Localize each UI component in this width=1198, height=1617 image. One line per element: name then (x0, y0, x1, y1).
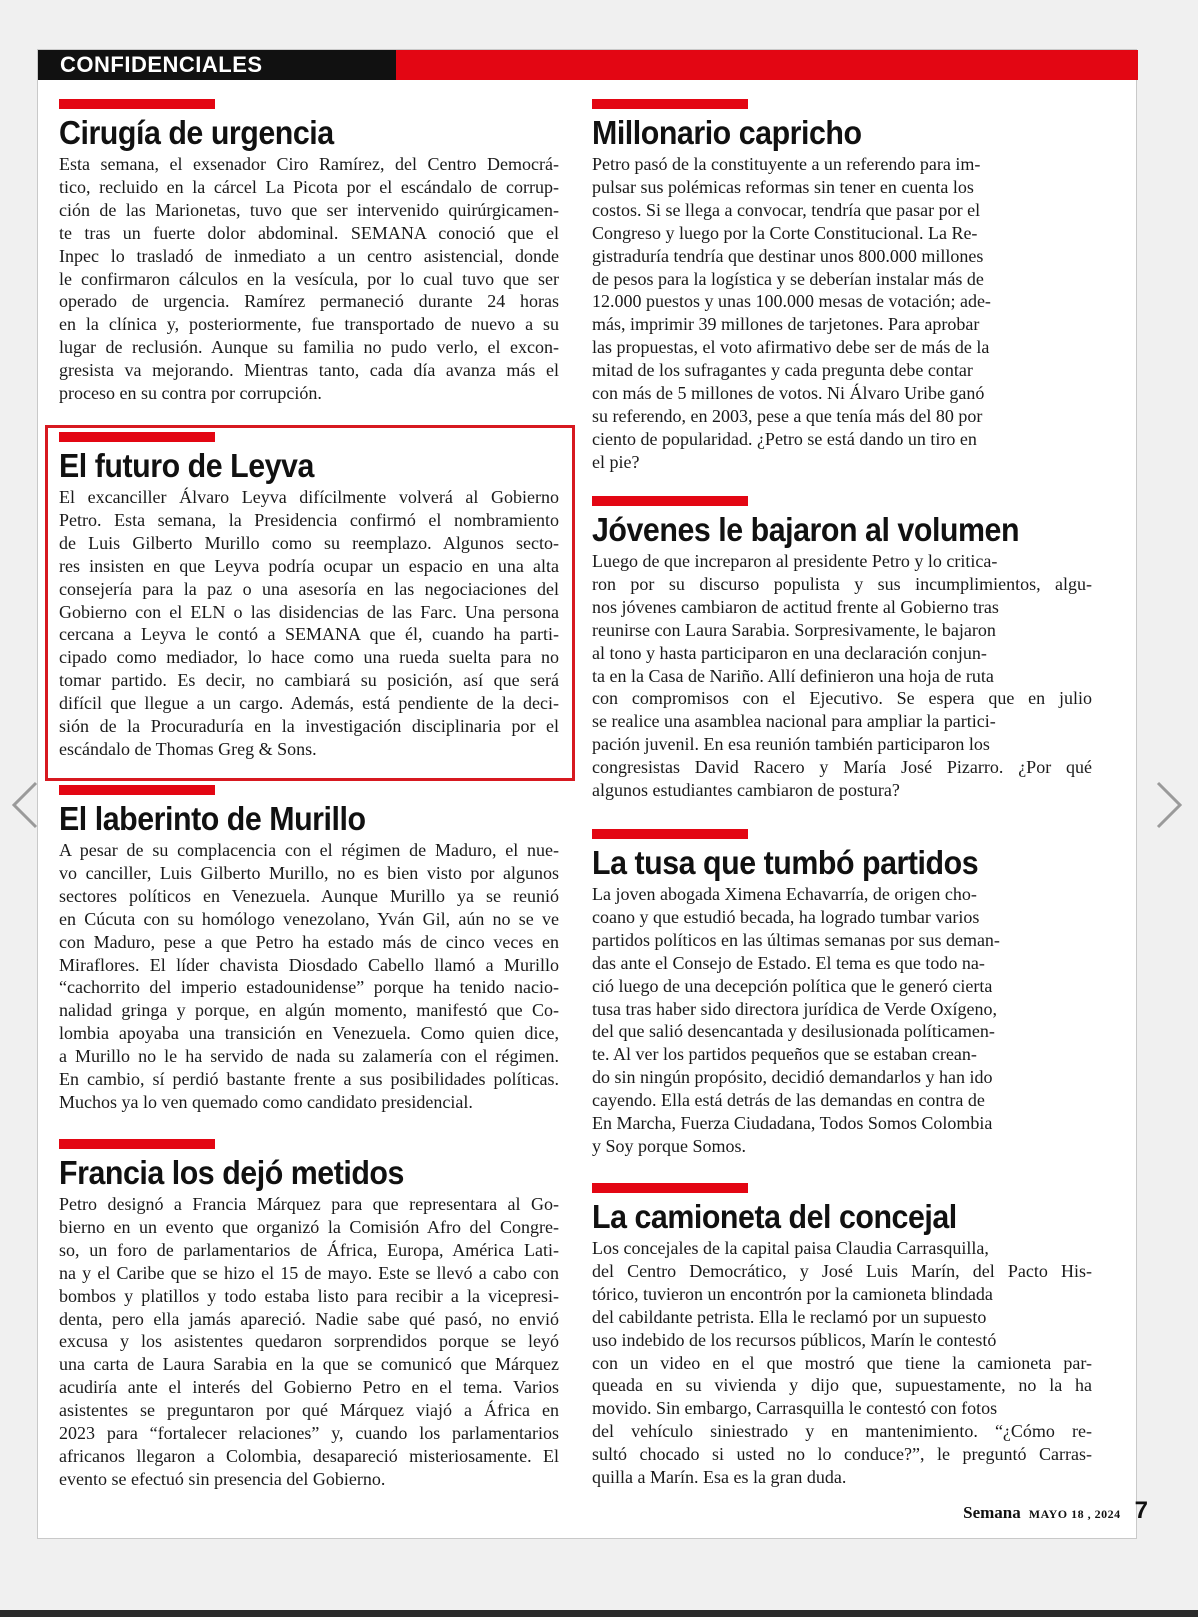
article-line: y Soy porque Somos. (592, 1135, 747, 1156)
magazine-page (37, 49, 1137, 1539)
article-body (592, 153, 1112, 474)
banner-red-stripe (396, 50, 1138, 80)
article-line: con más de 5 millones de votos. Ni Álvaro Uribe ganó (592, 383, 985, 404)
article-line: Inpec lo trasladó de inmediato a un centro asistencial, donde (59, 245, 559, 266)
article-headline: Francia los dejó metidos (59, 1154, 404, 1191)
article-line: A pesar de su complacencia con el régimen de Maduro, el nue- (59, 840, 559, 860)
article-line: partidos políticos en las últimas semanas por sus deman- (592, 929, 1000, 950)
article-line: tórico, tuvieron un encontrón por la camioneta blindada (592, 1283, 993, 1304)
article-headline: El laberinto de Murillo (59, 800, 366, 837)
article-line: difícil que llegue a un cargo. Además, está pendiente de la deci- (59, 693, 559, 714)
article-headline: Jóvenes le bajaron al volumen (592, 511, 1020, 548)
article-line: denta, pero ella jamás apareció. Nadie sabe qué pasó, no envió (59, 1308, 559, 1329)
article-headline: El futuro de Leyva (59, 447, 314, 484)
article-line: le confirmaron cálculos en la vesícula, por lo cual tuvo que ser (59, 268, 559, 289)
article-line: cayendo. Ella está detrás de las demandas en contra de (592, 1090, 985, 1111)
article-line: do sin ningún propósito, decidió demandarlos y han ido (592, 1067, 993, 1088)
article-line: en la clínica y, posteriormente, fue transportado de nuevo a su (59, 314, 559, 335)
article-line: quilla a Marín. Esa es la gran duda. (592, 1467, 847, 1488)
article-line: queada en su vivienda y dijo que, supuestamente, no la ha (592, 1375, 1092, 1396)
article-body (592, 1237, 1112, 1489)
article-line: del Centro Democrático, y José Luis Marín, del Pacto His- (592, 1260, 1092, 1281)
article-line: res insisten en que Leyva podría ocupar un espacio en una alta (59, 555, 559, 576)
article-line: tusa tras haber sido directora jurídica de Verde Oxígeno, (592, 998, 998, 1019)
headline-bar (59, 1139, 215, 1149)
article-line: cipado como mediador, lo hace como una rueda suelta para no (59, 647, 559, 668)
article-line: nos jóvenes cambiaron de actitud frente al Gobierno tras (592, 596, 999, 617)
article-line: del vehículo siniestrado y en mantenimiento. “¿Cómo re- (592, 1421, 1092, 1442)
article-line: consejería para la paz o una asesoría en las negociaciones del (59, 578, 559, 599)
article-line: gistraduría tendría que destinar unos 800.000 millones (592, 245, 984, 266)
article-line: asistentes se preguntaron por qué Márquez viajó a África en (59, 1400, 559, 1421)
article-line: uso indebido de los recursos públicos, Marín le contestó (592, 1329, 997, 1350)
article-line: Esta semana, el exsenador Ciro Ramírez, del Centro Democrá- (59, 154, 559, 174)
article-line: tomar partido. Es decir, no cambiará su posición, así que será (59, 670, 559, 691)
chevron-right-icon[interactable] (1148, 775, 1188, 835)
article-line: El excanciller Álvaro Leyva difícilmente volverá al Gobierno (59, 487, 559, 507)
article-line: Petro pasó de la constituyente a un referendo para im- (592, 154, 981, 174)
article-line: Los concejales de la capital paisa Claudia Carrasquilla, (592, 1238, 989, 1258)
article-line: nalidad gringa y porque, en algún momento, manifestó que Co- (59, 1000, 559, 1021)
article-line: operado de urgencia. Ramírez permaneció durante 24 horas (59, 291, 559, 312)
article-line: algunos estudiantes cambiaron de postura? (592, 780, 900, 801)
article-line: acudiría ante el interés del Gobierno Petro en el tema. Varios (59, 1377, 559, 1398)
article-line: Luego de que increparon al presidente Petro y lo critica- (592, 551, 998, 571)
article-line: ron por su discurso populista y sus incumplimientos, algu- (592, 573, 1092, 594)
article-line: movido. Sin embargo, Carrasquilla le contestó con fotos (592, 1398, 998, 1419)
article-line: su referendo, en 2003, pese a que tenía más del 80 por (592, 405, 983, 426)
article-line: Miraflores. El líder chavista Diosdado Cabello llamó a Murillo (59, 954, 559, 975)
headline-bar (59, 99, 215, 109)
article-line: ciento de popularidad. ¿Petro se está dando un tiro en (592, 428, 977, 449)
article-line: se realice una asamblea nacional para ampliar la partici- (592, 711, 996, 732)
section-banner (38, 50, 1138, 80)
page-number: 7 (1134, 1497, 1148, 1524)
article-headline: Millonario capricho (592, 114, 862, 151)
article-line: lugar de reclusión. Aunque su familia no pudo verlo, el excon- (59, 337, 559, 358)
article-line: sectores políticos en Venezuela. Aunque Murillo ya se reunió (59, 885, 559, 906)
article-line: tico, recluido en la cárcel La Picota por el escándalo de corrup- (59, 176, 559, 197)
article-line: en Cúcuta con su homólogo venezolano, Yván Gil, aún no se ve (59, 908, 559, 929)
article-murillo (59, 785, 579, 1114)
article-line: bombos y platillos y todo estaba listo para recibir a la vicepresi- (59, 1285, 559, 1306)
article-line: 12.000 puestos y unas 100.000 mesas de votación; ade- (592, 291, 991, 312)
article-line: mitad de los sufragantes y cada pregunta debe contar (592, 360, 973, 381)
article-line: La joven abogada Ximena Echavarría, de origen cho- (592, 884, 977, 904)
article-line: cercana a Leyva le contó a SEMANA que él, cuando ha parti- (59, 624, 559, 645)
article-line: coano y que estudió becada, ha logrado tumbar varios (592, 906, 980, 927)
article-line: sultó chocado si usted no lo conduce?”, le preguntó Carras- (592, 1444, 1092, 1465)
article-line: 2023 para “fortalecer relaciones” y, cuando los parlamentarios (59, 1423, 559, 1444)
article-line: al tono y hasta participaron en una declaración conjun- (592, 642, 987, 663)
article-line: del que salió desencantada y desilusionada políticamen- (592, 1021, 995, 1042)
article-line: Gobierno con el ELN o las disidencias de las Farc. Una persona (59, 601, 559, 622)
article-line: excusa y los asistentes quedaron sorprendidos porque se leyó (59, 1331, 559, 1352)
article-line: ció luego de una decepción política que le generó cierta (592, 975, 993, 996)
article-line: las propuestas, el voto afirmativo debe ser de más de la (592, 337, 990, 358)
article-line: pulsar sus polémicas reformas sin tener en cuenta los (592, 176, 974, 197)
article-line: con compromisos con el Ejecutivo. Se espera que en julio (592, 688, 1092, 709)
article-body (592, 883, 1112, 1158)
article-line: reunirse con Laura Sarabia. Sorpresivamente, le bajaron (592, 619, 996, 640)
article-line: Congreso y luego por la Corte Constitucional. La Re- (592, 222, 978, 243)
article-line: ción de las Marionetas, tuvo que ser intervenido quirúrgicamen- (59, 199, 559, 220)
article-line: más, imprimir 39 millones de tarjetones. Para aprobar (592, 314, 980, 335)
article-line: “cachorrito del imperio estadounidense” porque ha tenido nacio- (59, 977, 559, 998)
article-body (59, 839, 579, 1114)
chevron-left-icon[interactable] (6, 775, 46, 835)
headline-bar (592, 496, 748, 506)
article-cirugia (59, 99, 579, 405)
article-line: con Maduro, pese a que Petro ha estado más de cinco veces en (59, 931, 559, 952)
article-line: Muchos ya lo ven quemado como candidato presidencial. (59, 1091, 473, 1112)
bottom-strip (0, 1610, 1198, 1617)
section-title: CONFIDENCIALES (38, 50, 396, 80)
article-line: evento se efectuó sin presencia del Gobierno. (59, 1468, 386, 1489)
article-headline: Cirugía de urgencia (59, 114, 334, 151)
article-jovenes (592, 496, 1112, 802)
article-body (59, 1193, 579, 1491)
highlight-box (45, 425, 575, 781)
article-line: costos. Si se llega a convocar, tendría que pasar por el (592, 199, 981, 220)
article-line: En cambio, sí perdió bastante frente a sus posibilidades políticas. (59, 1069, 559, 1090)
article-line: el pie? (592, 451, 640, 472)
article-line: de Luis Gilberto Murillo como su reemplazo. Algunos secto- (59, 532, 559, 553)
article-line: te tras un fuerte dolor abdominal. SEMANA conoció que el (59, 222, 559, 243)
headline-bar (592, 1183, 748, 1193)
article-tusa (592, 829, 1112, 1158)
article-line: proceso en su contra por corrupción. (59, 383, 322, 404)
page-footer (963, 1497, 1148, 1527)
article-line: na y el Caribe que se hizo el 15 de mayo. Este se llevó a cabo con (59, 1262, 559, 1283)
magazine-name: Semana (963, 1503, 1021, 1522)
article-headline: La tusa que tumbó partidos (592, 844, 979, 881)
article-line: lombia apoyaba una transición en Venezuela. Como quien dice, (59, 1023, 559, 1044)
article-line: Petro. Esta semana, la Presidencia confirmó el nombramiento (59, 509, 559, 530)
article-line: a Murillo no le ha servido de nada su zalamería con el régimen. (59, 1046, 559, 1067)
headline-bar (592, 99, 748, 109)
article-body (59, 153, 579, 405)
article-line: con un video en el que mostró que tiene la camioneta par- (592, 1352, 1092, 1373)
article-line: bierno en un evento que organizó la Comisión Afro del Congre- (59, 1216, 559, 1237)
article-line: Petro designó a Francia Márquez para que representara al Go- (59, 1194, 559, 1214)
article-line: gresista va mejorando. Mientras tanto, cada día avanza más el (59, 360, 559, 381)
article-camioneta (592, 1183, 1112, 1489)
article-line: vo canciller, Luis Gilberto Murillo, no es bien visto por algunos (59, 862, 559, 883)
article-line: africanos llegaron a Colombia, desapareció misteriosamente. El (59, 1445, 559, 1466)
article-line: escándalo de Thomas Greg & Sons. (59, 738, 317, 759)
article-line: una carta de Laura Sarabia en la que se comunicó que Márquez (59, 1354, 559, 1375)
article-francia (59, 1139, 579, 1491)
article-line: congresistas David Racero y María José Pizarro. ¿Por qué (592, 757, 1092, 778)
article-line: so, un foro de parlamentarios de África, Europa, América Lati- (59, 1239, 559, 1260)
headline-bar (59, 785, 215, 795)
headline-bar (592, 829, 748, 839)
article-body (592, 550, 1112, 802)
article-line: ta en la Casa de Nariño. Allí definieron una hoja de ruta (592, 665, 994, 686)
article-millonario (592, 99, 1112, 474)
issue-date: MAYO 18 , 2024 (1028, 1507, 1121, 1521)
article-line: del cabildante petrista. Ella le reclamó por un supuesto (592, 1306, 987, 1327)
article-line: sión de la Procuraduría en la investigación disciplinaria por el (59, 716, 559, 737)
article-line: te. Al ver los partidos pequeños que se estaban crean- (592, 1044, 977, 1065)
article-line: pación juvenil. En esa reunión también participaron los (592, 734, 990, 755)
article-line: En Marcha, Fuerza Ciudadana, Todos Somos Colombia (592, 1113, 993, 1134)
article-line: de pesos para la logística y se deberían instalar más de (592, 268, 984, 289)
article-headline: La camioneta del concejal (592, 1198, 957, 1235)
article-line: das ante el Consejo de Estado. El tema es que todo na- (592, 952, 985, 973)
